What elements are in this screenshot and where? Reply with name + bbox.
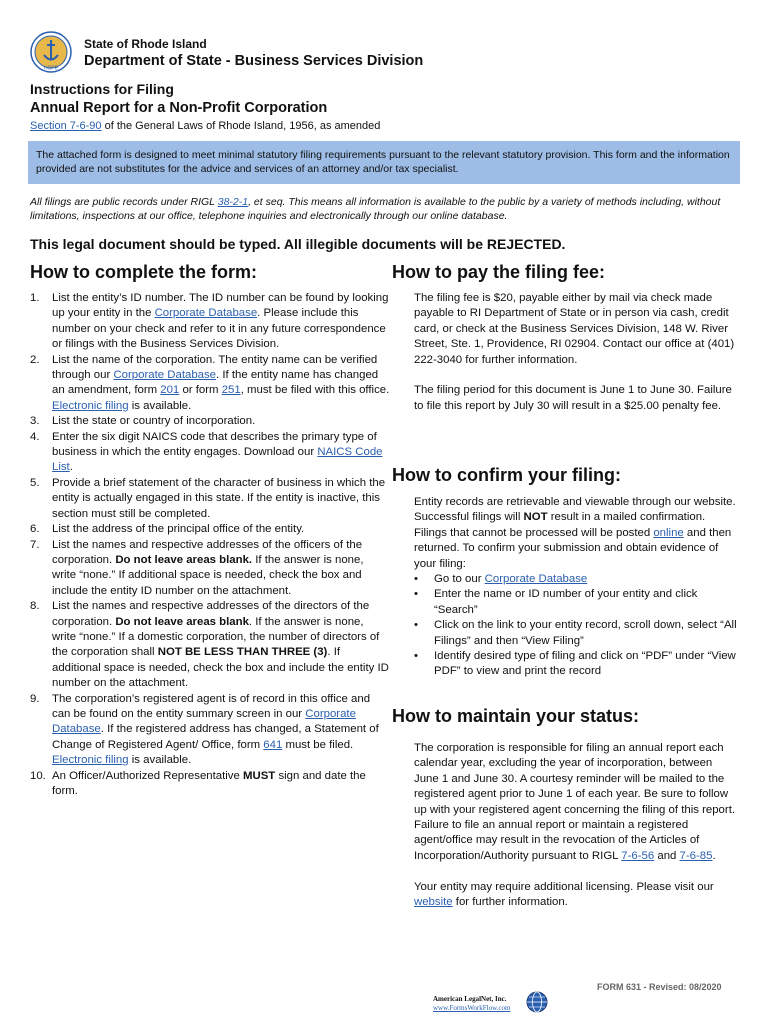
step-text: List the name of the corporation. The entity name can be verified through our (52, 353, 378, 382)
typed-warning: This legal document should be typed. All illegible documents will be REJECTED. (30, 236, 566, 252)
step-number: 3. (30, 415, 40, 428)
bullet-icon: • (414, 573, 418, 586)
confirm-bullet-4 (414, 649, 740, 680)
bullet-icon: • (414, 619, 418, 632)
maintain-heading: How to maintain your status: (392, 706, 640, 726)
fee-paragraph: The filing fee is $20, payable either by mail via check made payable to RI Department of State or in person via cash, credit card, or check at the Business Services Division, 148 W. River Street, Ste. 1, Providence, RI 02904. Contact our office at (401) 222-3040 for further information. (414, 292, 735, 366)
state-name: State of Rhode Island (84, 37, 207, 51)
step-emphasis: MUST (243, 769, 276, 782)
naics-code-list-link[interactable]: NAICS Code List (52, 446, 383, 474)
step-number: 5. (30, 476, 40, 489)
bullet-icon: • (414, 588, 418, 601)
step-9 (30, 692, 390, 769)
step-10 (30, 769, 390, 800)
website-link[interactable]: website (414, 896, 453, 909)
step-text: List the names and respective addresses of the officers of the corporation. (52, 538, 363, 566)
bullet-icon: • (414, 650, 418, 663)
form-201-link[interactable]: 201 (160, 384, 180, 397)
step-1 (30, 291, 390, 353)
step-text: If the answer is none, write “none.” If additional space is needed, check the box and include the entity ID number on the attachment. (52, 553, 364, 597)
step-3 (30, 414, 390, 429)
step-6 (30, 522, 390, 537)
step-emphasis: Do not leave areas blank. (115, 553, 253, 566)
step-text: List the names and respective addresses of the directors of the corporation. (52, 600, 370, 628)
statute-text: of the General Laws of Rhode Island, 1956, as amended (101, 120, 381, 132)
confirm-bullet-1 (414, 572, 740, 587)
maintain-paragraph (414, 741, 740, 864)
step-4 (30, 430, 390, 476)
step-text: is available. (128, 399, 192, 412)
publisher-name: American LegalNet, Inc. (433, 995, 507, 1003)
rigl-7-6-56-link[interactable]: 7-6-56 (621, 849, 655, 862)
step-number: 7. (30, 538, 40, 551)
confirm-paragraph (414, 495, 740, 572)
bullet-text: Identify desired type of filing and click on “PDF” under “View PDF” to view and print the record (434, 650, 736, 678)
globe-icon (526, 991, 548, 1013)
step-number: 6. (30, 523, 40, 536)
step-text: sign and date the form. (52, 769, 366, 797)
form-revision-label: FORM 631 - Revised: 08/2020 (597, 982, 722, 992)
rigl-7-6-85-link[interactable]: 7-6-85 (679, 849, 713, 862)
step-text: Enter the six digit NAICS code that describes the primary type of business in which the entity engages. Download our (52, 430, 377, 459)
rigl-link[interactable]: 38-2-1 (217, 196, 249, 208)
department-name: Department of State - Business Services Division (84, 53, 424, 69)
form-641-link[interactable]: 641 (263, 738, 283, 751)
step-text: List the entity’s ID number. The ID number can be found by looking up your entity in the (52, 292, 389, 320)
step-text: Provide a brief statement of the character of business in which the entity is actually engaged in this state. If the entity is inactive, this section must still be completed. (52, 476, 386, 520)
step-text: , must be filed with this office. (240, 384, 390, 397)
public-records-text-rest: , et seq. This means all information is available to the public by a variety of methods including, without limitations, inspections at our office, telephone inquiries and electronically through our online database. (30, 196, 721, 222)
form-251-link[interactable]: 251 (221, 384, 241, 397)
public-records-text: All filings are public records under RIGL (30, 196, 218, 208)
step-emphasis: Do not leave areas blank (115, 615, 249, 628)
step-text: List the address of the principal office of the entity. (52, 523, 305, 536)
report-title: Annual Report for a Non-Profit Corporation (30, 100, 328, 116)
confirm-emphasis: NOT (523, 511, 548, 524)
step-text: . If additional space is needed, check the box and include the entity ID number on the attachment. (52, 646, 389, 690)
step-2 (30, 353, 390, 415)
confirm-bullet-2 (414, 587, 740, 618)
step-number: 10. (30, 769, 46, 782)
statute-reference (30, 120, 380, 132)
step-number: 4. (30, 430, 40, 443)
corporate-database-link[interactable]: Corporate Database (484, 573, 588, 586)
corporate-database-link[interactable]: Corporate Database (52, 707, 356, 736)
step-emphasis: NOT BE LESS THAN THREE (3) (157, 646, 328, 659)
step-text: . If the answer is none, write “none.” If a domestic corporation, the number of directors of the corporation shall (52, 615, 380, 659)
licensing-text: Your entity may require additional licensing. Please visit our (414, 880, 714, 893)
step-text: or form (179, 384, 222, 397)
step-8 (30, 599, 390, 691)
maintain-text: . (712, 849, 716, 862)
licensing-paragraph (414, 880, 740, 911)
bullet-text: Click on the link to your entity record, scroll down, select “All Filings” and then “View Filing” (434, 619, 737, 647)
step-text: is available. (128, 754, 192, 767)
confirm-text: Entity records are retrievable and viewable through our website. Successful filings will (414, 496, 736, 524)
confirm-section (414, 495, 740, 680)
state-seal-logo (30, 31, 72, 73)
maintain-section (414, 741, 740, 910)
section-link[interactable]: Section 7-6-90 (30, 120, 102, 132)
step-7 (30, 538, 390, 600)
step-number: 9. (30, 692, 40, 705)
online-link[interactable]: online (653, 526, 684, 539)
licensing-text: for further information. (452, 896, 568, 909)
seal-text: HOPE (43, 65, 59, 72)
complete-heading: How to complete the form: (30, 262, 258, 282)
step-text: . (69, 461, 73, 474)
disclaimer-notice: The attached form is designed to meet minimal statutory filing requirements pursuant to the relevant statutory provision. This form and the information provided are not substitutes for the advice and services of an attorney and/or tax specialist. (28, 141, 740, 184)
corporate-database-link[interactable]: Corporate Database (113, 369, 217, 382)
step-text: An Officer/Authorized Representative (52, 769, 243, 782)
step-text: must be filed. (282, 738, 354, 751)
pay-section (414, 291, 740, 414)
public-records-note (30, 195, 740, 223)
pay-heading: How to pay the filing fee: (392, 262, 606, 282)
publisher-url-link[interactable]: www.FormsWorkFlow.com (433, 1004, 511, 1012)
electronic-filing-link[interactable]: Electronic filing (52, 399, 129, 412)
confirm-bullet-3 (414, 618, 740, 649)
step-text: List the state or country of incorporation. (52, 415, 256, 428)
instructions-title: Instructions for Filing (30, 81, 174, 97)
step-number: 8. (30, 600, 40, 613)
confirm-text: and then returned. To confirm your submission and obtain evidence of your filing: (414, 526, 732, 570)
confirm-text: result in a mailed confirmation. Filings that cannot be processed will be posted (414, 511, 706, 539)
bullet-text: Go to our (434, 573, 485, 586)
corporate-database-link[interactable]: Corporate Database (154, 307, 258, 320)
step-text: . If the entity name has changed an amendment, form (52, 369, 379, 397)
maintain-text: and (654, 849, 680, 862)
step-text: . Please include this number on your check and refer to it in any future correspondence or filings with the Business Services Division. (52, 307, 386, 351)
confirm-heading: How to confirm your filing: (392, 465, 621, 485)
maintain-text: The corporation is responsible for filing an annual report each calendar year, excluding the year of incorporation, between June 1 and June 30. A courtesy reminder will be mailed to the registered agent prior to June 1 of each year. Be sure to follow up with your registered agent concerning the filing of this report. Failure to file an annual report or maintain a registered agent/office may result in the revocation of the Articles of Incorporation/Authority pursuant to RIGL (414, 742, 736, 862)
bullet-text: Enter the name or ID number of your entity and click “Search” (434, 588, 698, 616)
step-number: 1. (30, 292, 40, 304)
step-text: . If the registered address has changed, a Statement of Change of Registered Agent/ Office, form (52, 723, 379, 751)
electronic-filing-link[interactable]: Electronic filing (52, 754, 129, 767)
step-number: 2. (30, 353, 40, 366)
step-text: The corporation’s registered agent is of record in this office and can be found on the entity summary screen in our (52, 692, 371, 720)
steps-list (30, 291, 390, 799)
step-5 (30, 476, 390, 522)
filing-period-paragraph: The filing period for this document is June 1 to June 30. Failure to file this report by July 30 will result in a $25.00 penalty fee. (414, 384, 732, 412)
